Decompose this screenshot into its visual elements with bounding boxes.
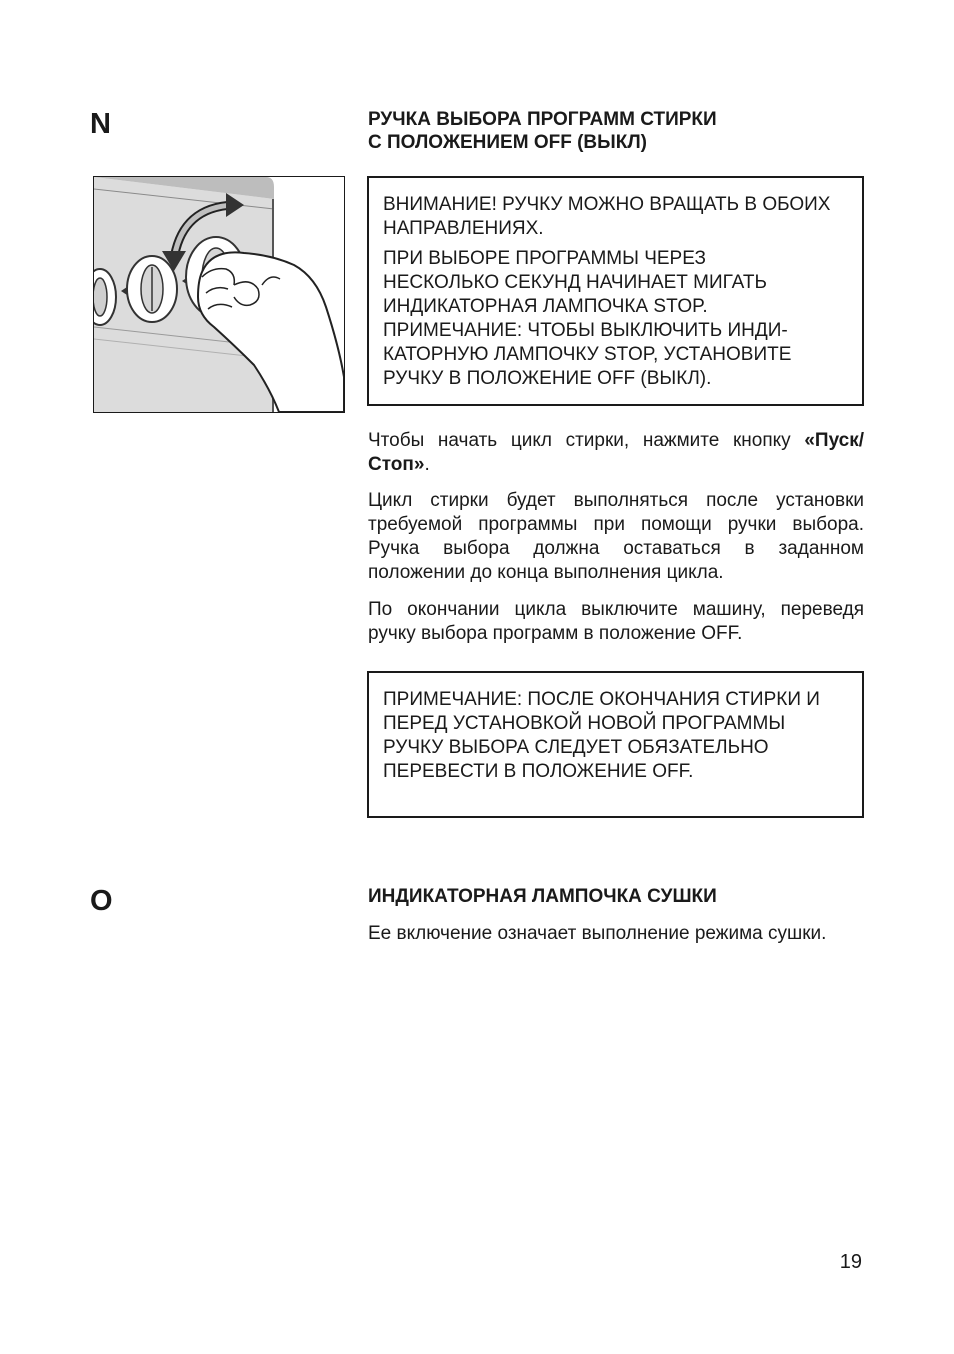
hand-turning-dial-icon [94, 177, 344, 412]
end-paragraph: По окончании цикла выключите машину, переведя ручку выбора программ в положение OFF. [368, 599, 864, 644]
warning-line: ИНДИКАТОРНАЯ ЛАМПОЧКА STOP. [383, 296, 708, 317]
dial-illustration [93, 176, 345, 413]
warning-line: РУЧКУ В ПОЛОЖЕНИЕ OFF (ВЫКЛ). [383, 368, 712, 389]
section-o-heading: ИНДИКАТОРНАЯ ЛАМПОЧКА СУШКИ [368, 886, 717, 907]
page-number: 19 [839, 1251, 862, 1273]
warning-line: ПРИ ВЫБОРЕ ПРОГРАММЫ ЧЕРЕЗ [383, 248, 706, 269]
warning-line: КАТОРНУЮ ЛАМПОЧКУ STOP, УСТАНОВИТЕ [383, 344, 792, 365]
warning-box [367, 176, 864, 406]
section-n-heading [368, 108, 864, 154]
start-paragraph-text: Чтобы начать цикл стирки, нажмите кнопку [368, 430, 791, 451]
section-letter-o: O [90, 885, 113, 917]
warning-line: НЕСКОЛЬКО СЕКУНД НАЧИНАЕТ МИГАТЬ [383, 272, 767, 293]
warning-paragraph-2 [383, 247, 848, 391]
start-stop-button-name: «Пуск/Стоп» [368, 430, 865, 475]
drying-paragraph: Ее включение означает выполнение режима сушки. [368, 923, 827, 944]
section-n-heading-line2: С ПОЛОЖЕНИЕМ OFF (ВЫКЛ) [368, 132, 647, 153]
warning-paragraph-1: ВНИМАНИЕ! РУЧКУ МОЖНО ВРАЩАТЬ В ОБОИХ НАПРАВЛЕНИЯХ. [383, 194, 831, 239]
section-letter-n: N [90, 108, 111, 140]
note-box [367, 671, 864, 818]
warning-line: ПРИМЕЧАНИЕ: ЧТОБЫ ВЫКЛЮЧИТЬ ИНДИ- [383, 320, 788, 341]
start-paragraph [368, 429, 864, 477]
section-n-heading-line1: РУЧКА ВЫБОРА ПРОГРАММ СТИРКИ [368, 109, 717, 130]
start-paragraph-suffix: . [424, 454, 430, 475]
note-text: ПРИМЕЧАНИЕ: ПОСЛЕ ОКОНЧАНИЯ СТИРКИ И ПЕРЕД УСТАНОВКОЙ НОВОЙ ПРОГРАММЫ РУЧКУ ВЫБОРА СЛЕДУЕТ ОБЯЗАТЕЛЬНО ПЕРЕВЕСТИ В ПОЛОЖЕНИЕ OFF. [383, 689, 820, 782]
cycle-paragraph: Цикл стирки будет выполняться после установки требуемой программы при помощи ручки выбора. Ручка выбора должна оставаться в заданном положении до конца выполнения цикла. [368, 490, 864, 583]
